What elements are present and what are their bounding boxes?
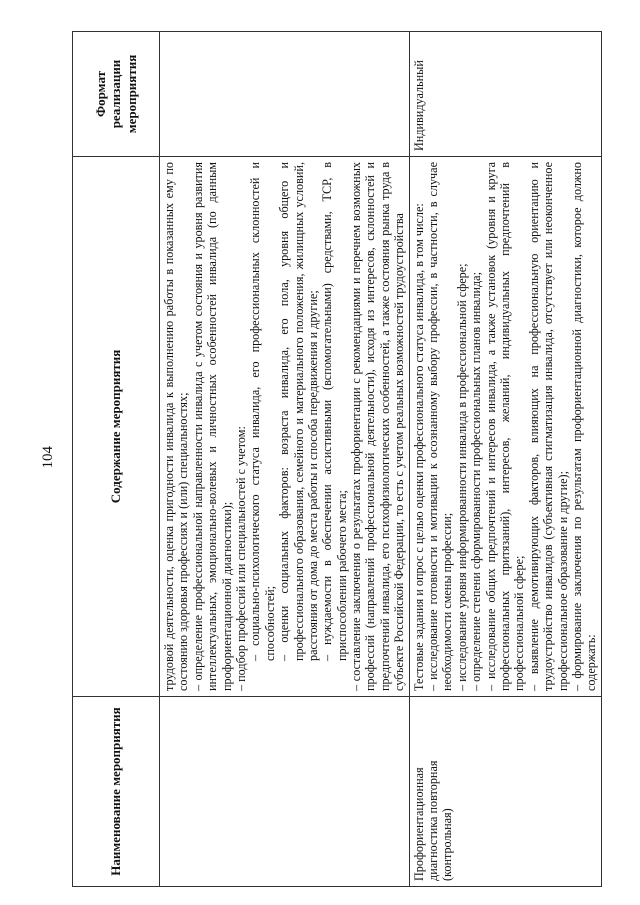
table-row <box>160 32 410 887</box>
header-content: Содержание мероприятия <box>73 157 160 697</box>
content-line: – исследование уровня информированности инвалида в профессиональной сфере; <box>454 263 469 691</box>
table-row <box>409 32 601 887</box>
header-format: Формат реализации мероприятия <box>73 32 160 157</box>
row1-content <box>160 157 410 697</box>
content-line: Тестовые задания и опрос с целью оценки профессионального статуса инвалида, в том числе: <box>411 203 426 691</box>
page-number: 104 <box>40 446 56 469</box>
content-line: – нуждаемости в обеспечении ассистивными (вспомогательными) средствами, ТСР, в приспособлении рабочего места; <box>320 162 349 661</box>
row2-name: Профориентационная диагностика повторная (контрольная) <box>409 697 601 887</box>
rotated-table-page <box>72 32 597 887</box>
content-line: – социально-психологического статуса инвалида, его профессиональных склонностей и способностей; <box>248 162 277 661</box>
content-line: – исследование готовности и мотивации к осознанному выбору профессии, в частности, в случае необходимости смены профессии; <box>426 162 455 691</box>
row2-content <box>409 157 601 697</box>
content-line: – определение степени сформированности профессиональных планов инвалида; <box>469 272 484 691</box>
content-line: – выявление демотивирующих факторов, влияющих на профессиональную ориентацию и трудоустройство инвалидов (субъективная стигматизация инвалида, отсутствует или неоконченное профессиональное образование и другие); <box>526 162 570 691</box>
row2-format: Индивидуальный <box>409 32 601 157</box>
table-header-row <box>73 32 160 887</box>
row1-name <box>160 697 410 887</box>
content-line: трудовой деятельности, оценка пригодности инвалида к выполнению работы в показанных ему по состоянию здоровья профессиях и (или) специальностях; <box>162 162 191 691</box>
content-line: – оценки социальных факторов: возраста инвалида, его пола, уровня общего и профессионального образования, семейного и материального положения, жилищных условий, расстояния от дома до места работы и способа передвижения и другие; <box>277 162 320 661</box>
content-line: – формирование заключения по результатам профориентационной диагностики, которое должно содержать: <box>569 162 599 691</box>
header-name: Наименование мероприятия <box>73 697 160 887</box>
content-line: – исследование общих предпочтений и интересов инвалида, а также установок (уровня и круга профессиональных притязаний), интересов, желаний, индивидуальных предпочтений в профессиональной сфере; <box>483 162 527 691</box>
content-line: – определение профессиональной направленности инвалида с учетом состояния и уровня развития интеллектуальных, эмоционально-волевых и личностных особенностей инвалида (по данным профориентационной диагностики); <box>190 162 234 691</box>
content-line: – составление заключения о результатах профориентации с рекомендациями и перечнем возможных профессий (направлений профессиональной деятельности), исходя из интересов, склонностей и предпочтений инвалида, его психофизиологических особенностей, а также состояния рынка труда в субъекте Российской Федерации, то есть с учетом реальных возможностей трудоустройства <box>349 162 407 691</box>
activities-table <box>72 31 602 887</box>
content-line: – подбор профессий или специальностей с учетом: <box>233 426 248 691</box>
row1-format <box>160 32 410 157</box>
